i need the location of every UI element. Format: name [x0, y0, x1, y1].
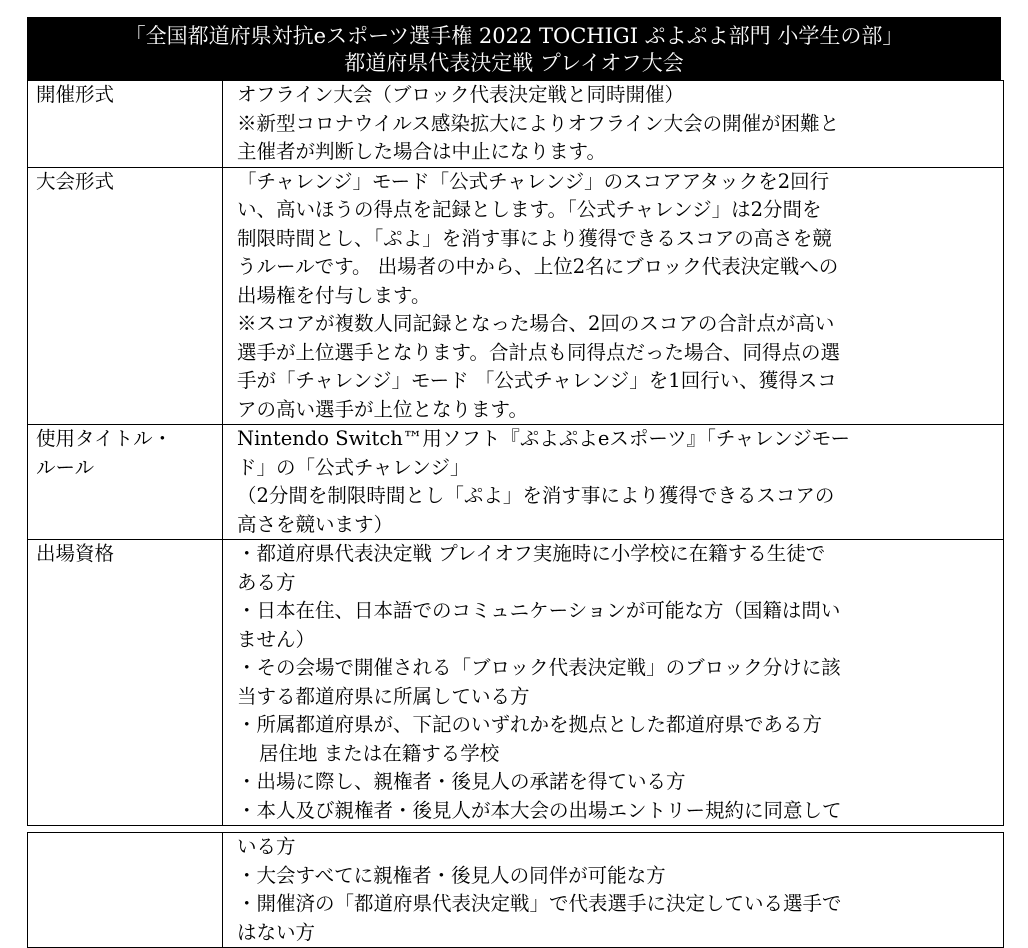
title-line-1: 「全国都道府県対抗eスポーツ選手権 2022 TOCHIGI ぷよぷよ部門 小学生の部」	[124, 24, 904, 48]
row-format	[28, 81, 1004, 168]
title-bar	[27, 17, 1001, 80]
rules-table	[27, 80, 1004, 826]
row-label: 出場資格	[28, 540, 223, 826]
row-tournament-format	[28, 167, 1004, 425]
row-label: 使用タイトル・ ルール	[28, 425, 223, 540]
row-content: 「チャレンジ」モード「公式チャレンジ」のスコアアタックを2回行 い、高いほうの得点を記録とします。「公式チャレンジ」は2分間を 制限時間とし、「ぷよ」を消す事により獲得できるスコアの高さを競 うルールです。 出場者の中から、上位2名にブロック代表決定戦への 出場権を付与します。 ※スコアが複数人同記録となった場合、2回のスコアの合計点が高い 選手が上位選手となります。合計点も同得点だった場合、同得点の選 手が「チャレンジ」モード 「公式チャレンジ」を1回行い、獲得スコ アの高い選手が上位となります。	[223, 167, 1004, 425]
row-eligibility	[28, 540, 1004, 826]
row-content: オフライン大会（ブロック代表決定戦と同時開催） ※新型コロナウイルス感染拡大によりオフライン大会の開催が困難と 主催者が判断した場合は中止になります。	[223, 81, 1004, 168]
rules-document	[27, 17, 1001, 948]
row-label: 大会形式	[28, 167, 223, 425]
row-title-rules	[28, 425, 1004, 540]
row-content: Nintendo Switch™用ソフト『ぷよぷよeスポーツ』「チャレンジモー ド」の「公式チャレンジ」 （2分間を制限時間とし「ぷよ」を消す事により獲得できるスコアの 高さを競います）	[223, 425, 1004, 540]
row-eligibility-continued	[28, 833, 1004, 948]
row-label: 開催形式	[28, 81, 223, 168]
row-content: いる方 ・大会すべてに親権者・後見人の同伴が可能な方 ・開催済の「都道府県代表決定戦」で代表選手に決定している選手で はない方	[223, 833, 1004, 948]
continuation-table	[27, 832, 1004, 948]
title-line-2: 都道府県代表決定戦 プレイオフ大会	[344, 51, 684, 75]
row-label	[28, 833, 223, 948]
row-content: ・都道府県代表決定戦 プレイオフ実施時に小学校に在籍する生徒で ある方 ・日本在住、日本語でのコミュニケーションが可能な方（国籍は問い ません） ・その会場で開催される「ブロック代表決定戦」のブロック分けに該 当する都道府県に所属している方 ・所属都道府県が、下記のいずれかを拠点とした都道府県である方 居住地 または在籍する学校 ・出場に際し、親権者・後見人の承諾を得ている方 ・本人及び親権者・後見人が本大会の出場エントリー規約に同意して	[223, 540, 1004, 826]
